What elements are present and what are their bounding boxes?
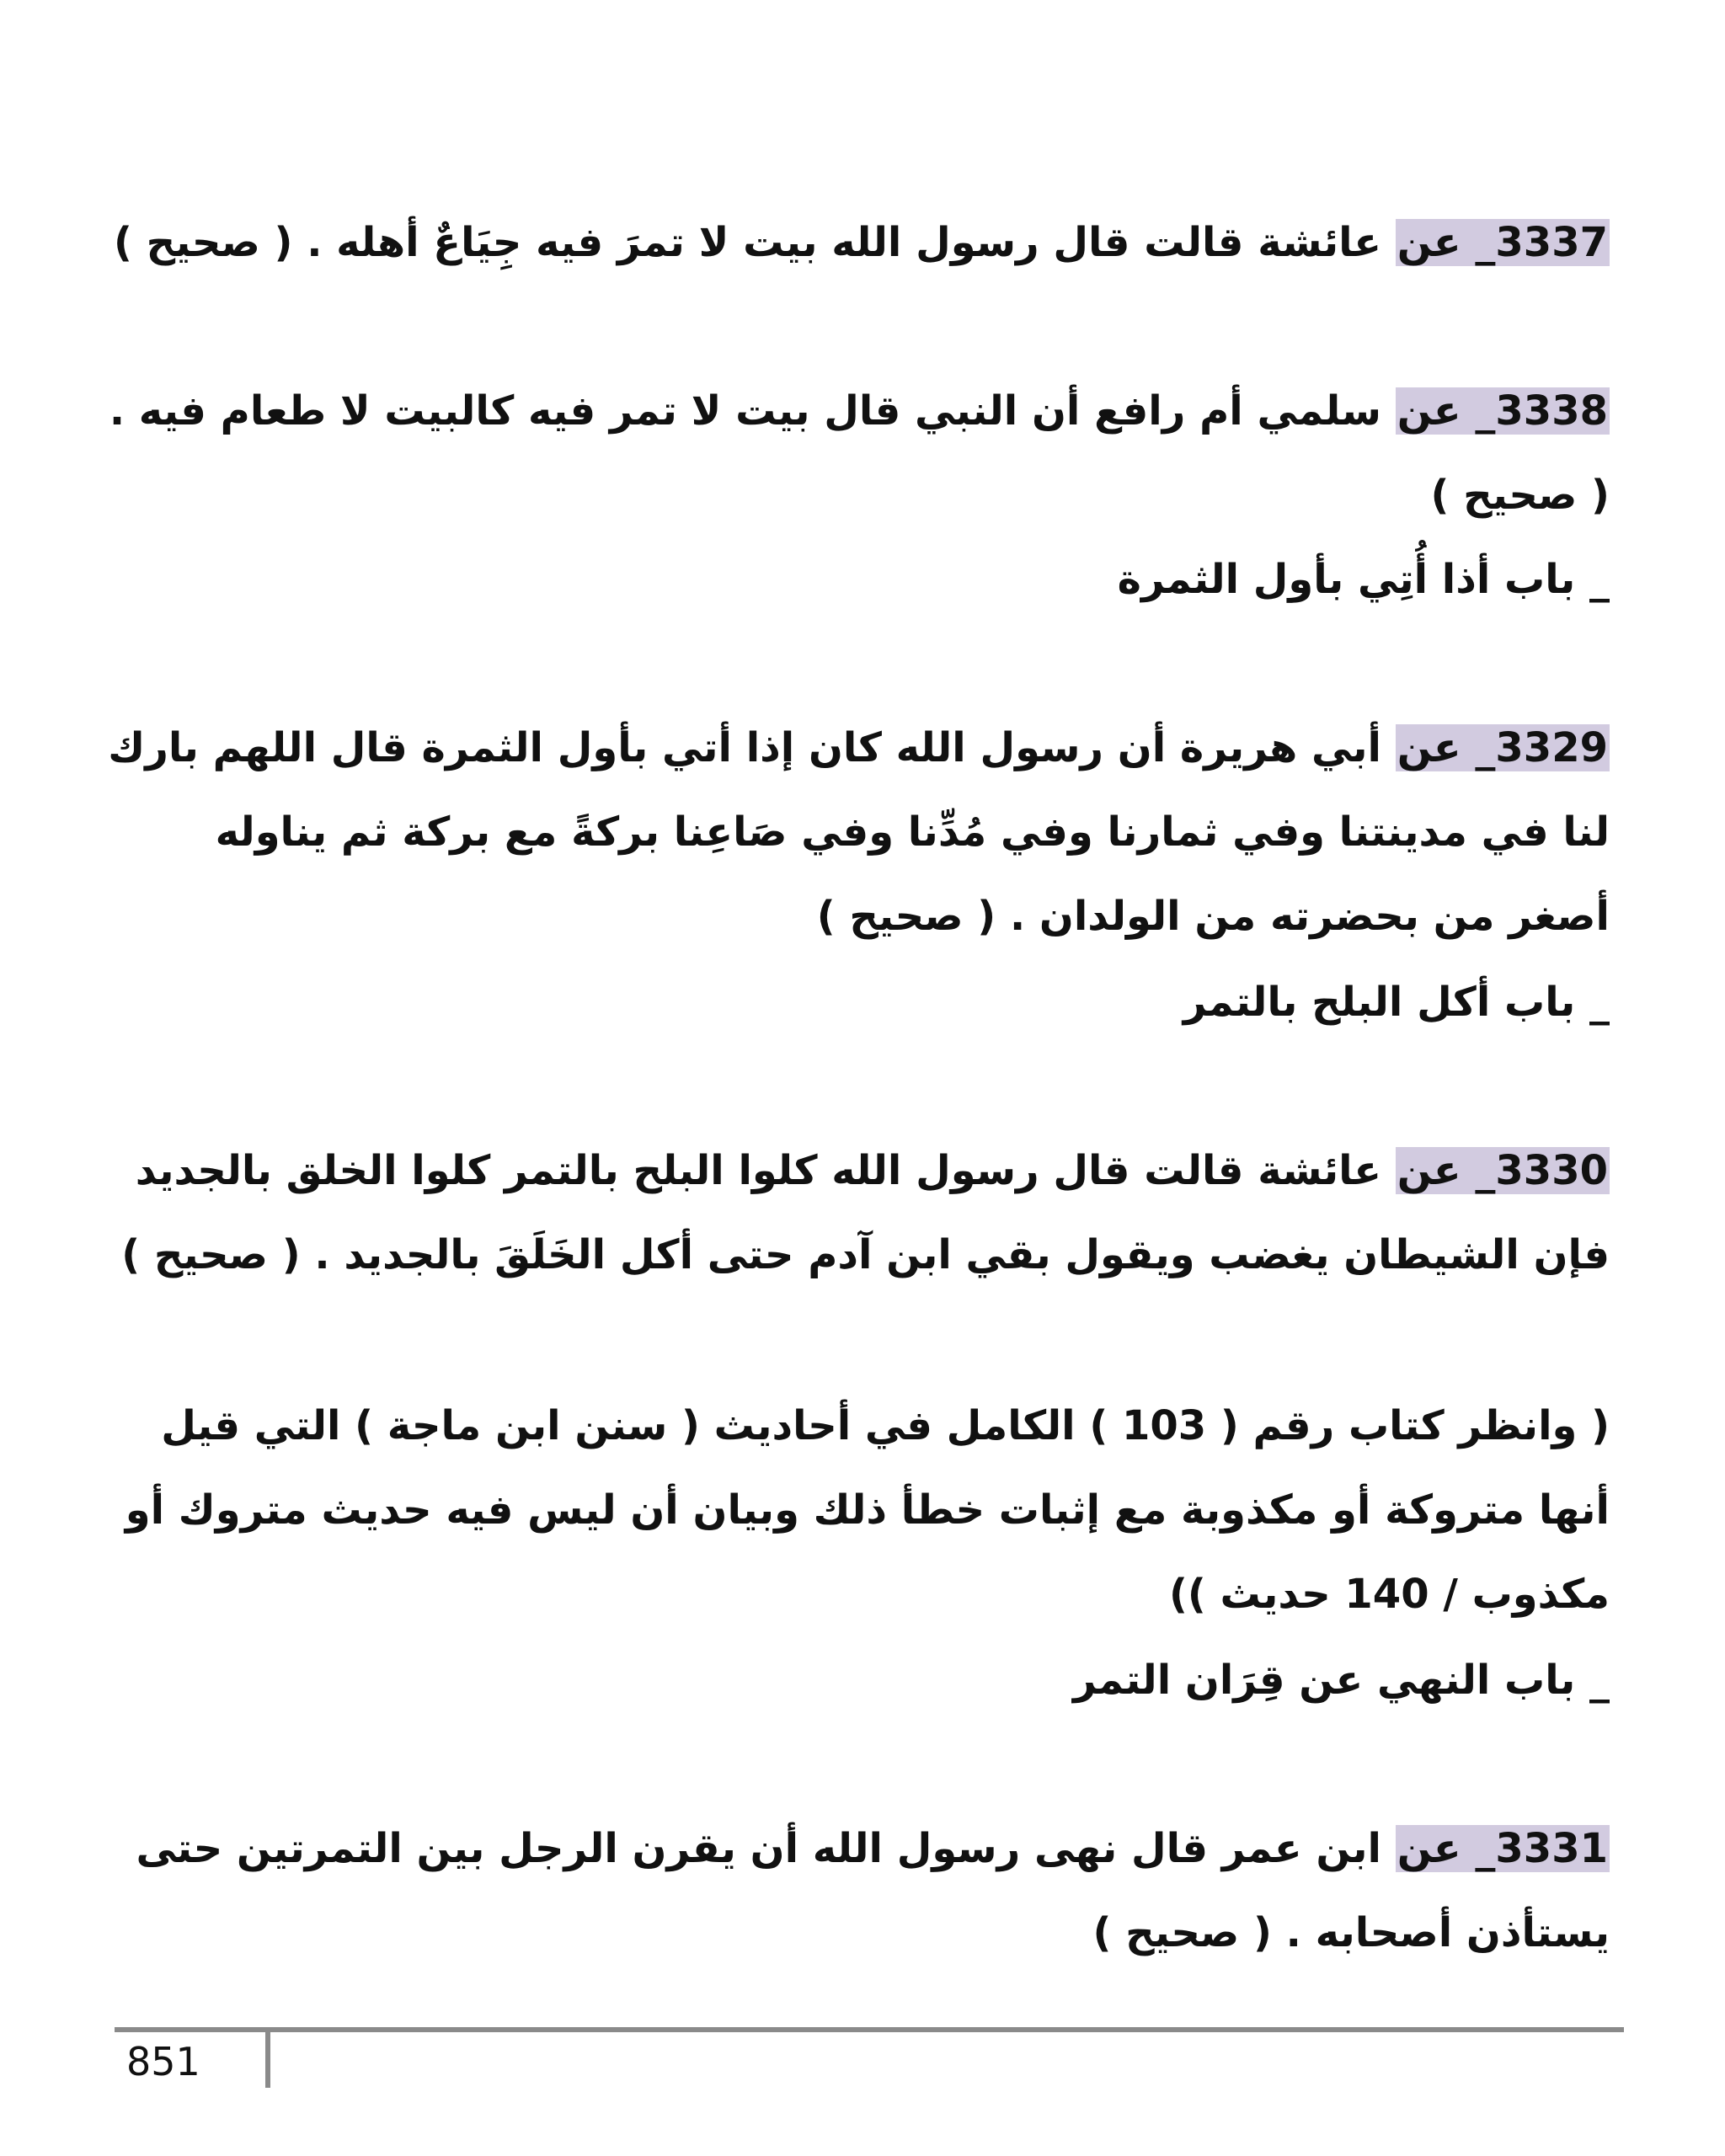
footer-divider-tick [265,2027,270,2088]
hadith-number-highlight: 3329_ عن [1397,724,1608,771]
page-number: 851 [126,2039,200,2084]
hadith-3338 [102,369,1610,537]
footer-rule [115,2027,1624,2032]
chapter-heading-balah: _ باب أكل البلح بالتمر [1183,979,1610,1026]
hadith-text: ابن عمر قال نهى رسول الله أن يقرن الرجل بين التمرتين حتى يستأذن أصحابه . ( صحيح ) [136,1825,1610,1956]
hadith-text: سلمي أم رافع أن النبي قال بيت لا تمر فيه كالبيت لا طعام فيه . ( صحيح ) [109,387,1610,519]
reference-note: ( وانظر كتاب رقم ( 103 ) الكامل في أحاديث ( سنن ابن ماجة ) التي قيل أنها متروكة أو مكذوبة مع إثبات خطأ ذلك وبيان أن ليس فيه حديث متروك أو مكذوب / 140 حديث )) [125,1402,1610,1618]
hadith-number-highlight: 3338_ عن [1397,387,1608,435]
hadith-3337 [102,200,1610,285]
hadith-number-highlight: 3330_ عن [1397,1147,1608,1194]
hadith-text: أبي هريرة أن رسول الله كان إذا أتي بأول الثمرة قال اللهم بارك لنا في مدينتنا وفي ثمارنا وفي مُدِّنا وفي صَاعِنا بركةً مع بركة ثم يناوله أصغر من بحضرته من الولدان . ( صحيح ) [108,724,1610,940]
hadith-text: عائشة قالت قال رسول الله بيت لا تمرَ فيه جِيَاعٌ أهله . ( صحيح ) [114,219,1396,266]
chapter-heading-first-fruit: _ باب أذا أُتِي بأول الثمرة [1117,556,1610,603]
hadith-3331 [102,1806,1610,1975]
hadith-number-highlight: 3331_ عن [1397,1825,1608,1872]
chapter-heading-qiran: _ باب النهي عن قِرَان التمر [1073,1657,1610,1704]
hadith-number-highlight: 3337_ عن [1397,219,1608,266]
hadith-3329 [102,706,1610,958]
hadith-text: عائشة قالت قال رسول الله كلوا البلح بالتمر كلوا الخلق بالجديد فإن الشيطان يغضب ويقول بقي ابن آدم حتى أكل الخَلَقَ بالجديد . ( صحيح ) [121,1147,1610,1278]
hadith-3330 [102,1129,1610,1297]
